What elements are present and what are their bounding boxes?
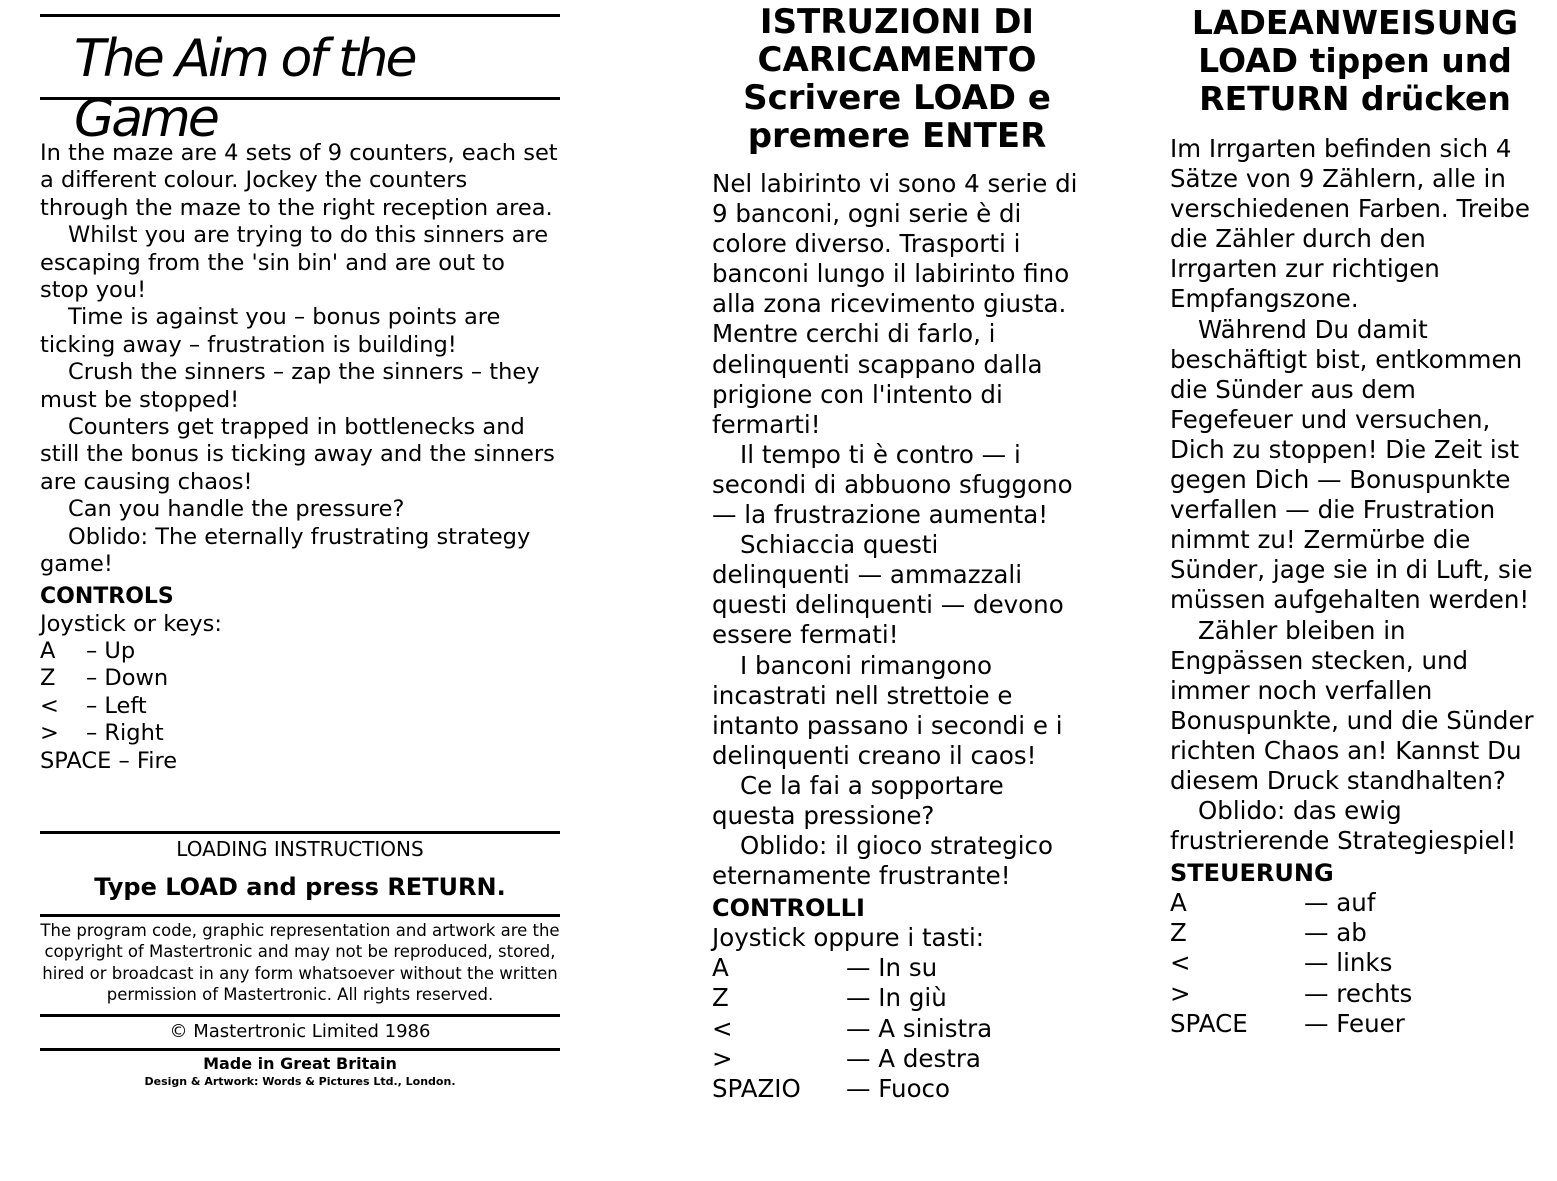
control-row — [712, 983, 992, 1013]
paragraph: Counters get trapped in bottlenecks and still the bonus is ticking away and the sinners are causing chaos! — [40, 414, 555, 495]
page-title: The Aim of the Game — [74, 29, 415, 149]
control-key: SPACE — [1170, 1008, 1248, 1038]
divider — [40, 831, 560, 834]
control-action: – Up — [86, 637, 136, 664]
control-action: — A destra — [846, 1043, 981, 1073]
paragraph: Can you handle the pressure? — [68, 496, 405, 523]
control-action: — rechts — [1304, 978, 1413, 1008]
paragraph: Oblido: il gioco strategico eternamente frustrante! — [712, 831, 1053, 891]
control-action: — A sinistra — [846, 1013, 993, 1043]
control-action: — In giù — [846, 983, 947, 1013]
control-key: A — [40, 637, 56, 664]
german-column — [1170, 0, 1540, 1039]
paragraph: Im Irrgarten befinden sich 4 Sätze von 9 Zählern, alle in verschiedenen Farben. Treibe die Zähler durch den Irrgarten zur richtigen Empfangszone. — [1170, 134, 1530, 314]
control-key: > — [712, 1043, 733, 1073]
control-action: – Right — [86, 720, 164, 747]
loading-text: Type LOAD and press RETURN. — [94, 872, 506, 901]
fire-control: SPACE – Fire — [40, 747, 178, 774]
control-row — [712, 953, 992, 983]
loading-heading: LOADING INSTRUCTIONS — [176, 836, 424, 861]
paragraph: Während Du damit beschäftigt bist, entkommen die Sünder aus dem Fegefeuer und versuchen, Dich zu stoppen! Die Zeit ist gegen Dich — Bonuspunkte verfallen — die Frustration nimmt zu! Zermürbe die Sünder, jage sie in di Luft, sie müssen aufgehalten werden! — [1170, 314, 1533, 615]
paragraph: Ce la fai a sopportare questa pressione? — [712, 770, 1004, 830]
control-row — [712, 1044, 992, 1074]
copyright-line: © Mastertronic Limited 1986 — [169, 1020, 431, 1042]
german-heading: LADEANWEISUNG LOAD tippen und RETURN drücken — [1191, 3, 1519, 118]
controls-table — [1170, 888, 1412, 1038]
control-key: Z — [712, 983, 729, 1013]
control-key: Z — [40, 665, 56, 692]
paragraph: Oblido: The eternally frustrating strategy game! — [40, 523, 531, 578]
controls-intro: Joystick or keys: — [40, 610, 222, 637]
copyright-notice: The program code, graphic representation and artwork are the copyright of Mastertronic and may not be reproduced, stored, hired or broadcast in any form whatsoever without the written permission of Mastertronic. All rights reserved. — [40, 920, 560, 1005]
control-row — [40, 720, 168, 747]
control-row — [1170, 948, 1412, 978]
control-row — [40, 638, 168, 665]
paragraph: In the maze are 4 sets of 9 counters, each set a different colour. Jockey the counters through the maze to the right reception area. — [40, 140, 558, 221]
paragraph: I banconi rimangono incastrati nell strettoie e intanto passano i secondi e i delinquenti creano il caos! — [712, 650, 1063, 770]
controls-intro: Joystick oppure i tasti: — [712, 923, 985, 953]
control-action: — links — [1304, 948, 1393, 978]
design-credit: Design & Artwork: Words & Pictures Ltd., London. — [144, 1074, 456, 1088]
divider — [40, 1048, 560, 1051]
divider — [40, 914, 560, 917]
control-action: — Feuer — [1304, 1008, 1405, 1038]
italian-heading: ISTRUZIONI DI CARICAMENTO Scrivere LOAD e premere ENTER — [743, 2, 1051, 156]
paragraph: Time is against you – bonus points are ticking away – frustration is building! — [40, 304, 501, 358]
controls-heading: STEUERUNG — [1170, 859, 1334, 888]
controls-table — [40, 638, 168, 748]
control-key: > — [40, 720, 59, 747]
control-row — [1170, 888, 1412, 918]
control-action: — auf — [1304, 888, 1376, 918]
control-action: – Left — [86, 692, 147, 719]
control-row — [1170, 918, 1412, 948]
control-row — [1170, 979, 1412, 1009]
paragraph: Crush the sinners – zap the sinners – they must be stopped! — [40, 359, 540, 413]
control-key: > — [1170, 978, 1191, 1008]
control-row — [712, 1074, 992, 1104]
control-row — [40, 693, 168, 720]
control-action: — In su — [846, 953, 938, 983]
control-key: < — [1170, 948, 1191, 978]
control-key: < — [40, 692, 59, 719]
controls-heading: CONTROLS — [40, 583, 174, 609]
control-key: Z — [1170, 918, 1187, 948]
control-key: A — [1170, 888, 1187, 918]
control-action: — ab — [1304, 918, 1367, 948]
control-row — [1170, 1009, 1412, 1039]
italian-column — [712, 0, 1082, 1104]
paragraph: Whilst you are trying to do this sinners are escaping from the 'sin bin' and are out to stop you! — [40, 222, 549, 304]
control-action: – Down — [86, 665, 169, 692]
paragraph: Oblido: das ewig frustrierende Strategiespiel! — [1170, 796, 1517, 856]
paragraph: Zähler bleiben in Engpässen stecken, und immer noch verfallen Bonuspunkte, und die Sünder richten Chaos an! Kannst Du diesem Druck standhalten? — [1170, 615, 1534, 795]
paragraph: Il tempo ti è contro — i secondi di abbuono sfuggono — la frustrazione aumenta! — [712, 439, 1073, 530]
control-key: SPAZIO — [712, 1073, 801, 1103]
control-key: A — [712, 953, 729, 983]
control-row — [40, 665, 168, 692]
divider — [40, 1014, 560, 1017]
control-key: < — [712, 1013, 733, 1043]
control-action: — Fuoco — [846, 1073, 951, 1103]
controls-heading: CONTROLLI — [712, 894, 865, 923]
paragraph: Nel labirinto vi sono 4 serie di 9 banconi, ogni serie è di colore diverso. Trasporti i banconi lungo il labirinto fino alla zona ricevimento giusta. Mentre cerchi di farlo, i delinquenti scappano dalla prigione con l'intento di fermarti! — [712, 169, 1078, 439]
control-row — [712, 1014, 992, 1044]
made-in: Made in Great Britain — [203, 1053, 397, 1073]
english-column — [40, 0, 560, 1090]
controls-table — [712, 953, 992, 1103]
paragraph: Schiaccia questi delinquenti — ammazzali questi delinquenti — devono essere fermati! — [712, 530, 1064, 650]
